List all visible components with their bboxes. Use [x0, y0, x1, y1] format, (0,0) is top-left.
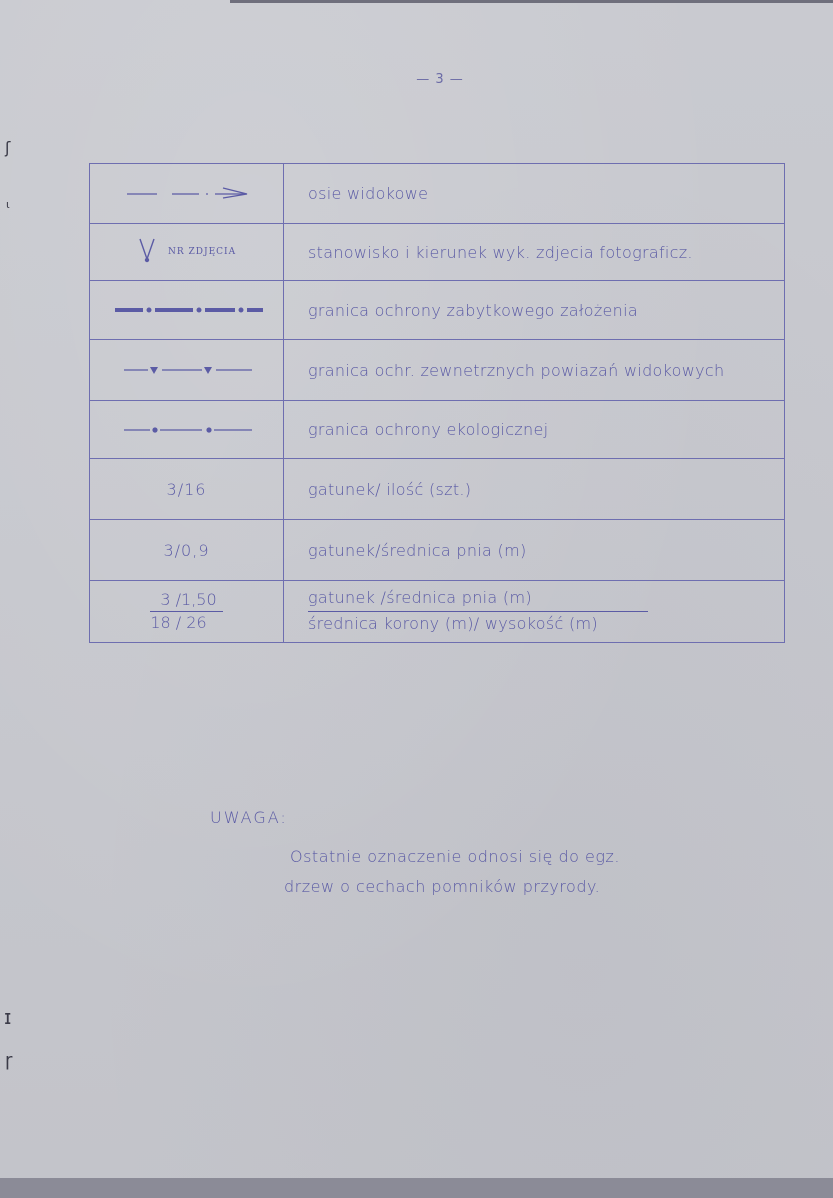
photo-number-label: NR ZDJĘCIA — [167, 247, 237, 257]
page-top-edge — [230, 0, 833, 3]
legend-row — [90, 459, 785, 520]
page-number: — 3 — — [416, 72, 464, 87]
legend-table — [89, 163, 785, 643]
fraction-bottom: 18 / 26 — [150, 612, 207, 632]
tree-monument-code — [90, 581, 284, 643]
note-body — [284, 842, 750, 902]
description-bottom: średnica korony (m)/ wysokość (m) — [308, 613, 598, 633]
margin-mark: ʃ — [5, 138, 11, 157]
description-top: gatunek /średnica pnia (m) — [308, 590, 648, 612]
photo-station-icon — [137, 235, 157, 269]
legend-row — [90, 401, 785, 459]
margin-mark: ɼ — [5, 1050, 13, 1071]
view-axis-arrow-icon — [90, 164, 284, 224]
legend-row — [90, 224, 785, 281]
fraction-top: 3 /1,50 — [150, 592, 222, 612]
fraction-code — [150, 589, 222, 632]
margin-mark: ɩ — [6, 198, 10, 211]
legend-description: gatunek/ ilość (szt.) — [284, 459, 785, 520]
legend-description: granica ochr. zewnetrznych powiazań widokowych — [284, 340, 785, 401]
legend-description: osie widokowe — [284, 164, 785, 224]
legend-description: granica ochrony ekologicznej — [284, 401, 785, 459]
legend-row — [90, 581, 785, 643]
legend-row — [90, 164, 785, 224]
note-line: drzew o cechach pomników przyrody. — [284, 877, 601, 896]
heavy-dash-dot-line-icon — [90, 281, 284, 340]
triangle-dash-line-icon — [90, 340, 284, 401]
legend-row — [90, 520, 785, 581]
legend-row — [90, 340, 785, 401]
fraction-description — [308, 590, 648, 633]
species-count-code: 3/16 — [90, 459, 284, 520]
legend-description: stanowisko i kierunek wyk. zdjecia fotograficz. — [284, 224, 785, 281]
dot-dash-line-icon — [90, 401, 284, 459]
legend-row — [90, 281, 785, 340]
margin-mark: ɪ — [4, 1005, 12, 1029]
note-line: Ostatnie oznaczenie odnosi się do egz. — [290, 847, 620, 866]
species-trunk-code: 3/0,9 — [90, 520, 284, 581]
legend-description: granica ochrony zabytkowego założenia — [284, 281, 785, 340]
page-bottom-edge — [0, 1178, 833, 1198]
note-title: UWAGA: — [210, 808, 288, 827]
legend-description: gatunek/średnica pnia (m) — [284, 520, 785, 581]
